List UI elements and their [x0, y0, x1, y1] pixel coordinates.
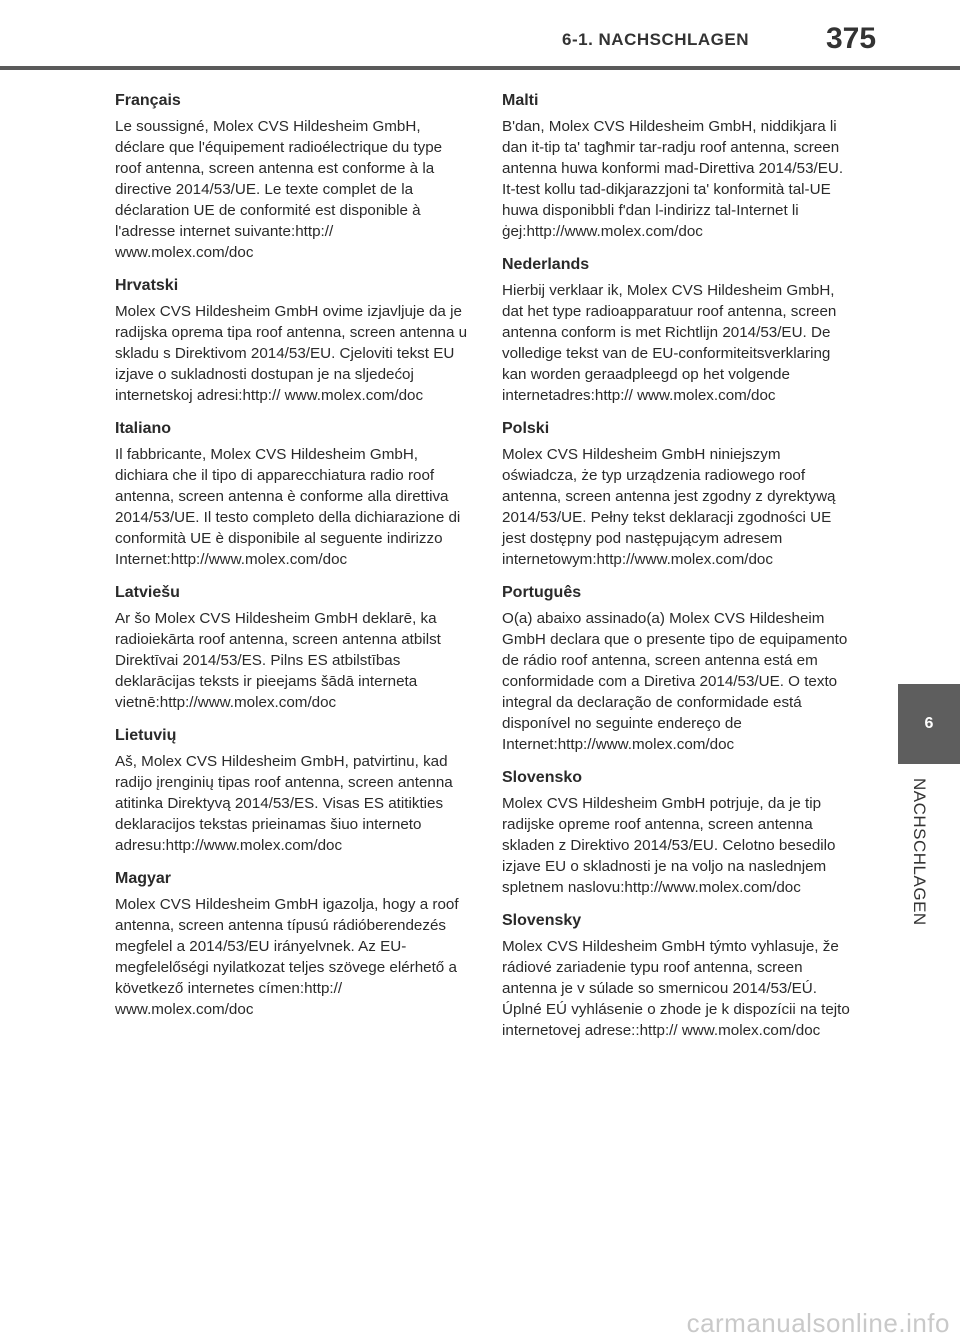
lang-body: Molex CVS Hildesheim GmbH niniejszym oświadcza, że typ urządzenia radiowego roof antenna, screen antenna jest zgodny z dyrektywą 2014/53/UE. Pełny tekst deklaracji zgodności UE jest dostępny pod następującym adresem internetowym:http://www.molex.com/doc: [502, 446, 836, 568]
lang-heading: Magyar: [115, 870, 172, 887]
lang-heading: Polski: [502, 420, 550, 437]
chapter-label: NACHSCHLAGEN: [910, 778, 929, 926]
section-title: 6-1. NACHSCHLAGEN: [562, 30, 750, 49]
lang-body: Le soussigné, Molex CVS Hildesheim GmbH, déclare que l'équipement radioélectrique du type roof antenna, screen antenna est conforme à la directive 2014/53/UE. Le texte complet de la déclaration UE de conformité est disponible à l'adresse internet suivante:http:// www.molex.com/doc: [115, 118, 443, 261]
lang-section-slovensko: [502, 769, 857, 898]
lang-body: Hierbij verklaar ik, Molex CVS Hildesheim GmbH, dat het type radioapparatuur roof antenna, screen antenna conform is met Richtlijn 2014/53/EU. De volledige tekst van de EU-conformiteitsverklaring kan worden geraadpleegd op het volgende internetadres:http:// www.molex.com/doc: [502, 282, 837, 404]
lang-heading: Português: [502, 584, 582, 601]
lang-body: Molex CVS Hildesheim GmbH týmto vyhlasuje, že rádiové zariadenie typu roof antenna, screen antenna je v súlade so smernicou 2014/53/EÚ. Úplné EÚ vyhlásenie o zhode je k dispozícii na tejto internetovej adrese::http:// www.molex.com/doc: [502, 938, 850, 1039]
lang-heading: Malti: [502, 92, 539, 109]
lang-section-italiano: [115, 420, 470, 570]
lang-body: O(a) abaixo assinado(a) Molex CVS Hildesheim GmbH declara que o presente tipo de equipamento de rádio roof antenna, screen antenna está em conformidade com a Diretiva 2014/53/UE. O texto integral da declaração de conformidade está disponível no seguinte endereço de Internet:http://www.molex.com/doc: [502, 610, 848, 753]
lang-heading: Lietuvių: [115, 727, 177, 744]
lang-section-lietuviu: [115, 727, 470, 856]
left-column: [115, 92, 470, 1034]
lang-section-portugues: [502, 584, 857, 755]
lang-body: Molex CVS Hildesheim GmbH ovime izjavljuje da je radijska oprema tipa roof antenna, screen antenna u skladu s Direktivom 2014/53/EU. Cjeloviti tekst EU izjave o sukladnosti dostupan je na sljedećoj internetskoj adresi:http:// www.molex.com/doc: [115, 303, 468, 404]
lang-section-nederlands: [502, 256, 857, 406]
chapter-number: 6: [924, 715, 934, 732]
lang-body: B'dan, Molex CVS Hildesheim GmbH, niddikjara li dan it-tip ta' tagħmir tar-radju roof antenna, screen antenna huwa konformi mad-Direttiva 2014/53/EU. It-test kollu tad-dikjarazzjoni ta' konformità tal-UE huwa disponibbli f'dan l-indirizz tal-Internet li ġej:http://www.molex.com/doc: [502, 118, 844, 240]
lang-body: Molex CVS Hildesheim GmbH potrjuje, da je tip radijske opreme roof antenna, screen antenna skladen z Direktivo 2014/53/EU. Celotno besedilo izjave EU o skladnosti je na voljo na naslednjem spletnem naslovu:http://www.molex.com/doc: [502, 795, 836, 896]
lang-heading: Nederlands: [502, 256, 590, 273]
lang-section-hrvatski: [115, 277, 470, 406]
lang-heading: Hrvatski: [115, 277, 179, 294]
lang-section-polski: [502, 420, 857, 570]
lang-heading: Slovensky: [502, 912, 582, 929]
right-column: [502, 92, 857, 1055]
lang-body: Ar šo Molex CVS Hildesheim GmbH deklarē, ka radioiekārta roof antenna, screen antenna atbilst Direktīvai 2014/53/ES. Pilns ES atbilstības deklarācijas teksts ir pieejams šādā interneta vietnē:http://www.molex.com/doc: [115, 610, 441, 711]
lang-section-malti: [502, 92, 857, 242]
lang-heading: Slovensko: [502, 769, 583, 786]
lang-body: Molex CVS Hildesheim GmbH igazolja, hogy a roof antenna, screen antenna típusú rádióberendezés megfelel a 2014/53/EU irányelvnek. Az EU-megfelelőségi nyilatkozat teljes szövege elérhető a következő internetes címen:http:// www.molex.com/doc: [115, 896, 459, 1018]
lang-heading: Latviešu: [115, 584, 180, 601]
lang-section-slovensky: [502, 912, 857, 1041]
lang-heading: Français: [115, 92, 181, 109]
page-number: 375: [826, 22, 877, 55]
lang-section-magyar: [115, 870, 470, 1020]
lang-section-latviesu: [115, 584, 470, 713]
lang-heading: Italiano: [115, 420, 172, 437]
header-rule: [0, 66, 960, 70]
lang-section-francais: [115, 92, 470, 263]
lang-body: Aš, Molex CVS Hildesheim GmbH, patvirtinu, kad radijo įrenginių tipas roof antenna, screen antenna atitinka Direktyvą 2014/53/ES. Visas ES atitikties deklaracijos tekstas prieinamas šiuo interneto adresu:http://www.molex.com/doc: [115, 753, 453, 854]
watermark: carmanualsonline.info: [686, 1308, 950, 1338]
lang-body: Il fabbricante, Molex CVS Hildesheim GmbH, dichiara che il tipo di apparecchiatura radio roof antenna, screen antenna è conforme alla direttiva 2014/53/UE. Il testo completo della dichiarazione di conformità UE è disponibile al seguente indirizzo Internet:http://www.molex.com/doc: [115, 446, 461, 568]
chapter-tab[interactable]: [898, 684, 960, 764]
